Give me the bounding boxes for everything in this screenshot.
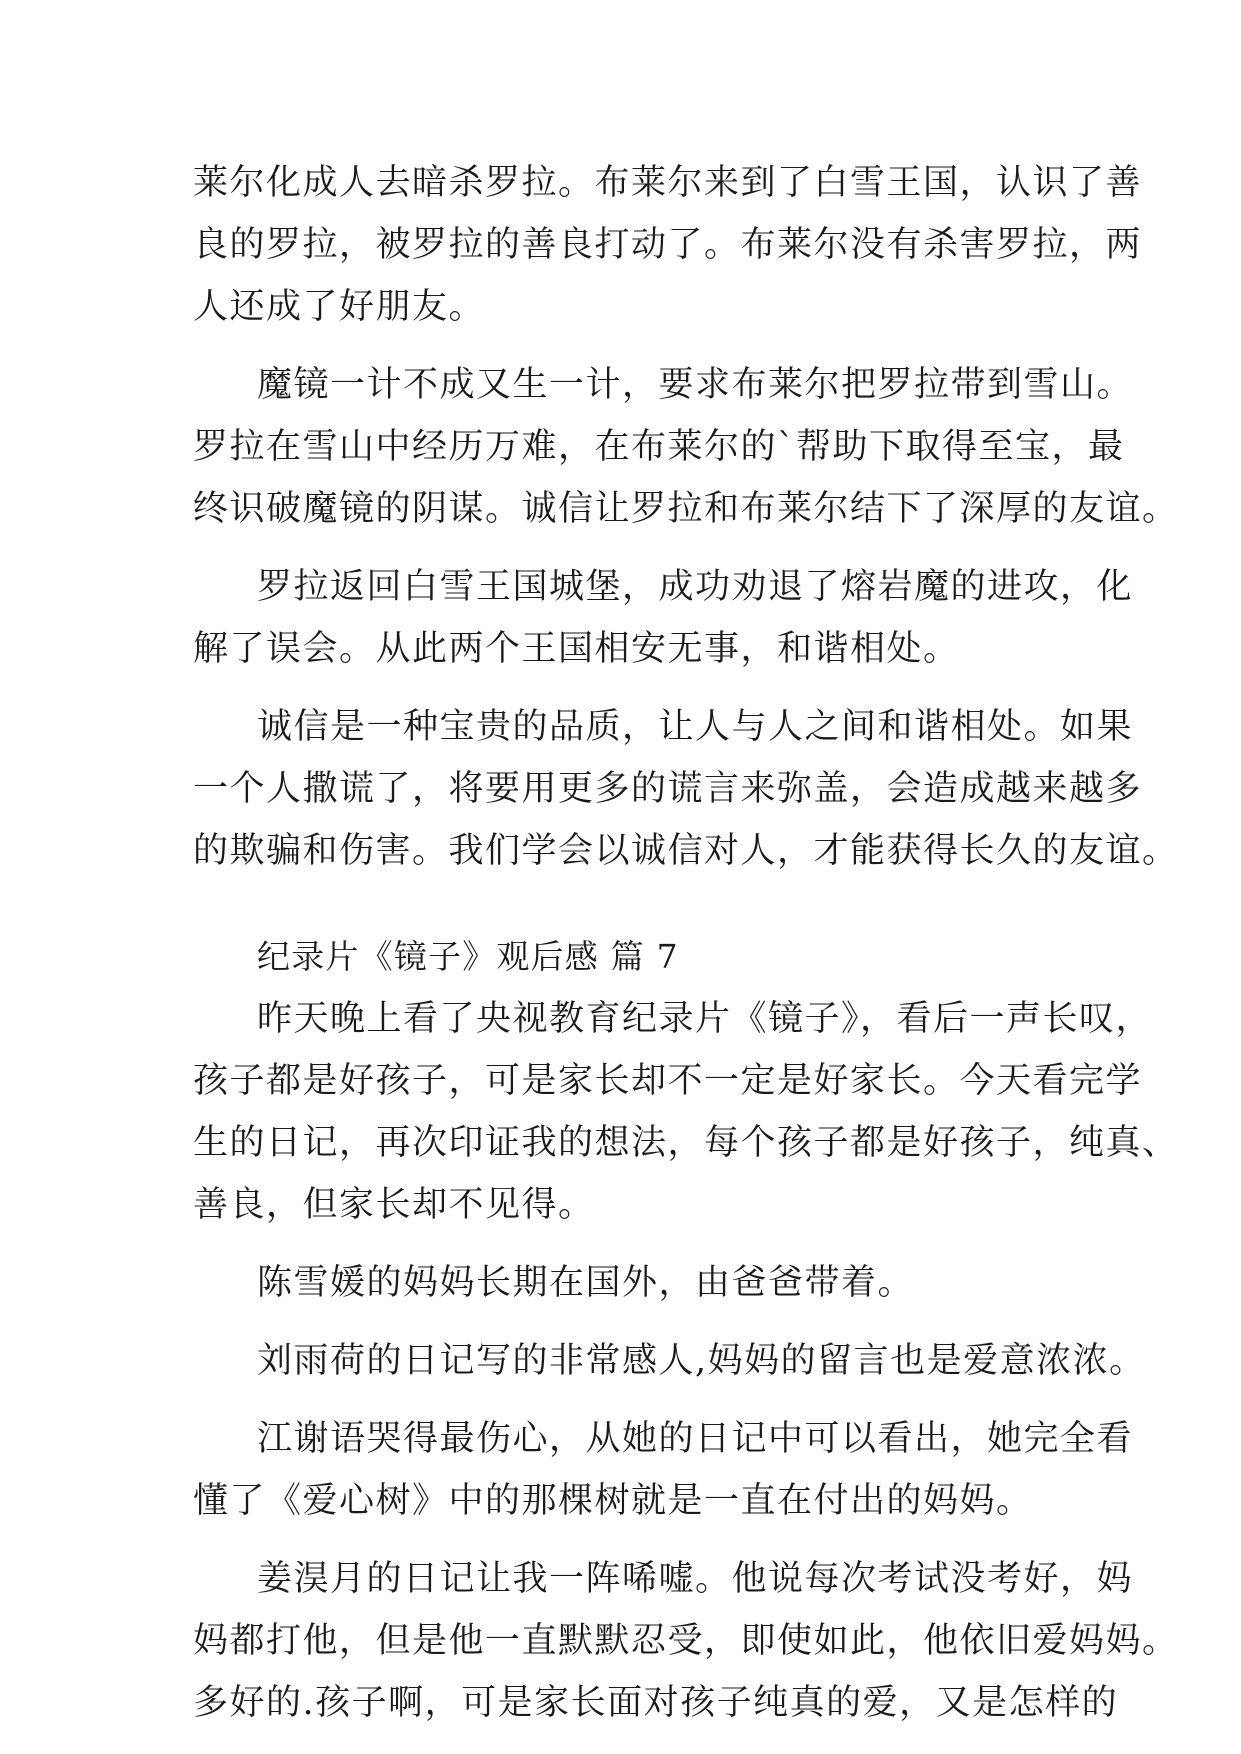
paragraph-castle xyxy=(193,556,1134,680)
text-line: 江谢语哭得最伤心，从她的日记中可以看出，她完全看 xyxy=(257,1419,1134,1459)
text-line: 罗拉在雪山中经历万难，在布莱尔的`帮助下取得至宝，最 xyxy=(193,427,1125,467)
text-line: 解了误会。从此两个王国相安无事，和谐相处。 xyxy=(193,629,960,669)
text-line: 昨天晚上看了央视教育纪录片《镜子》，看后一声长叹， xyxy=(257,999,1153,1039)
text-line: 妈都打他，但是他一直默默忍受，即使如此，他依旧爱妈妈。 xyxy=(193,1621,1179,1661)
paragraph-snow-mountain xyxy=(193,354,1179,540)
paragraph-documentary xyxy=(193,988,1179,1236)
paragraph-jiang xyxy=(193,1408,1134,1532)
text-line: 懂了《爱心树》中的那棵树就是一直在付出的妈妈。 xyxy=(193,1481,1033,1521)
text-line: 终识破魔镜的阴谋。诚信让罗拉和布莱尔结下了深厚的友谊。 xyxy=(193,489,1179,529)
text-line: 一个人撒谎了，将要用更多的谎言来弥盖，会造成越来越多 xyxy=(193,769,1143,809)
paragraph-spacer xyxy=(193,680,1053,696)
text-line: 人还成了好朋友。 xyxy=(193,287,486,327)
paragraph-spacer xyxy=(193,338,1053,354)
paragraph-jiang-ming xyxy=(193,1548,1179,1734)
text-line: 罗拉返回白雪王国城堡，成功劝退了熔岩魔的进攻，化 xyxy=(257,567,1134,607)
paragraph-chen xyxy=(193,1252,1053,1314)
paragraph-continuation xyxy=(193,152,1143,338)
text-line: 善良，但家长却不见得。 xyxy=(193,1185,595,1225)
text-line: 莱尔化成人去暗杀罗拉。布莱尔来到了白雪王国，认识了善 xyxy=(193,163,1143,203)
section-spacer xyxy=(193,882,1053,926)
paragraph-liu xyxy=(193,1330,1146,1392)
document-body xyxy=(193,152,1179,1734)
paragraph-spacer xyxy=(193,1236,1053,1252)
text-line: 良的罗拉，被罗拉的善良打动了。布莱尔没有杀害罗拉，两 xyxy=(193,225,1143,265)
text-line: 生的日记，再次印证我的想法，每个孩子都是好孩子，纯真、 xyxy=(193,1123,1179,1163)
paragraph-spacer xyxy=(193,1532,1053,1548)
text-line: 孩子都是好孩子，可是家长却不一定是好家长。今天看完学 xyxy=(193,1061,1143,1101)
text-line: 陈雪媛的妈妈长期在国外，由爸爸带着。 xyxy=(257,1263,915,1303)
text-line: 魔镜一计不成又生一计，要求布莱尔把罗拉带到雪山。 xyxy=(257,365,1134,405)
paragraph-spacer xyxy=(193,1314,1053,1330)
text-line: 姜淏月的日记让我一阵唏嘘。他说每次考试没考好，妈 xyxy=(257,1559,1134,1599)
text-line: 诚信是一种宝贵的品质，让人与人之间和谐相处。如果 xyxy=(257,707,1134,747)
text-line: 的欺骗和伤害。我们学会以诚信对人，才能获得长久的友谊。 xyxy=(193,831,1179,871)
paragraph-honesty xyxy=(193,696,1179,882)
text-line: 多好的.孩子啊，可是家长面对孩子纯真的爱，又是怎样的 xyxy=(193,1683,1119,1723)
paragraph-spacer xyxy=(193,540,1053,556)
paragraph-spacer xyxy=(193,1392,1053,1408)
text-line: 刘雨荷的日记写的非常感人,妈妈的留言也是爱意浓浓。 xyxy=(257,1341,1146,1381)
section-heading: 纪录片《镜子》观后感 篇 7 xyxy=(257,937,679,976)
